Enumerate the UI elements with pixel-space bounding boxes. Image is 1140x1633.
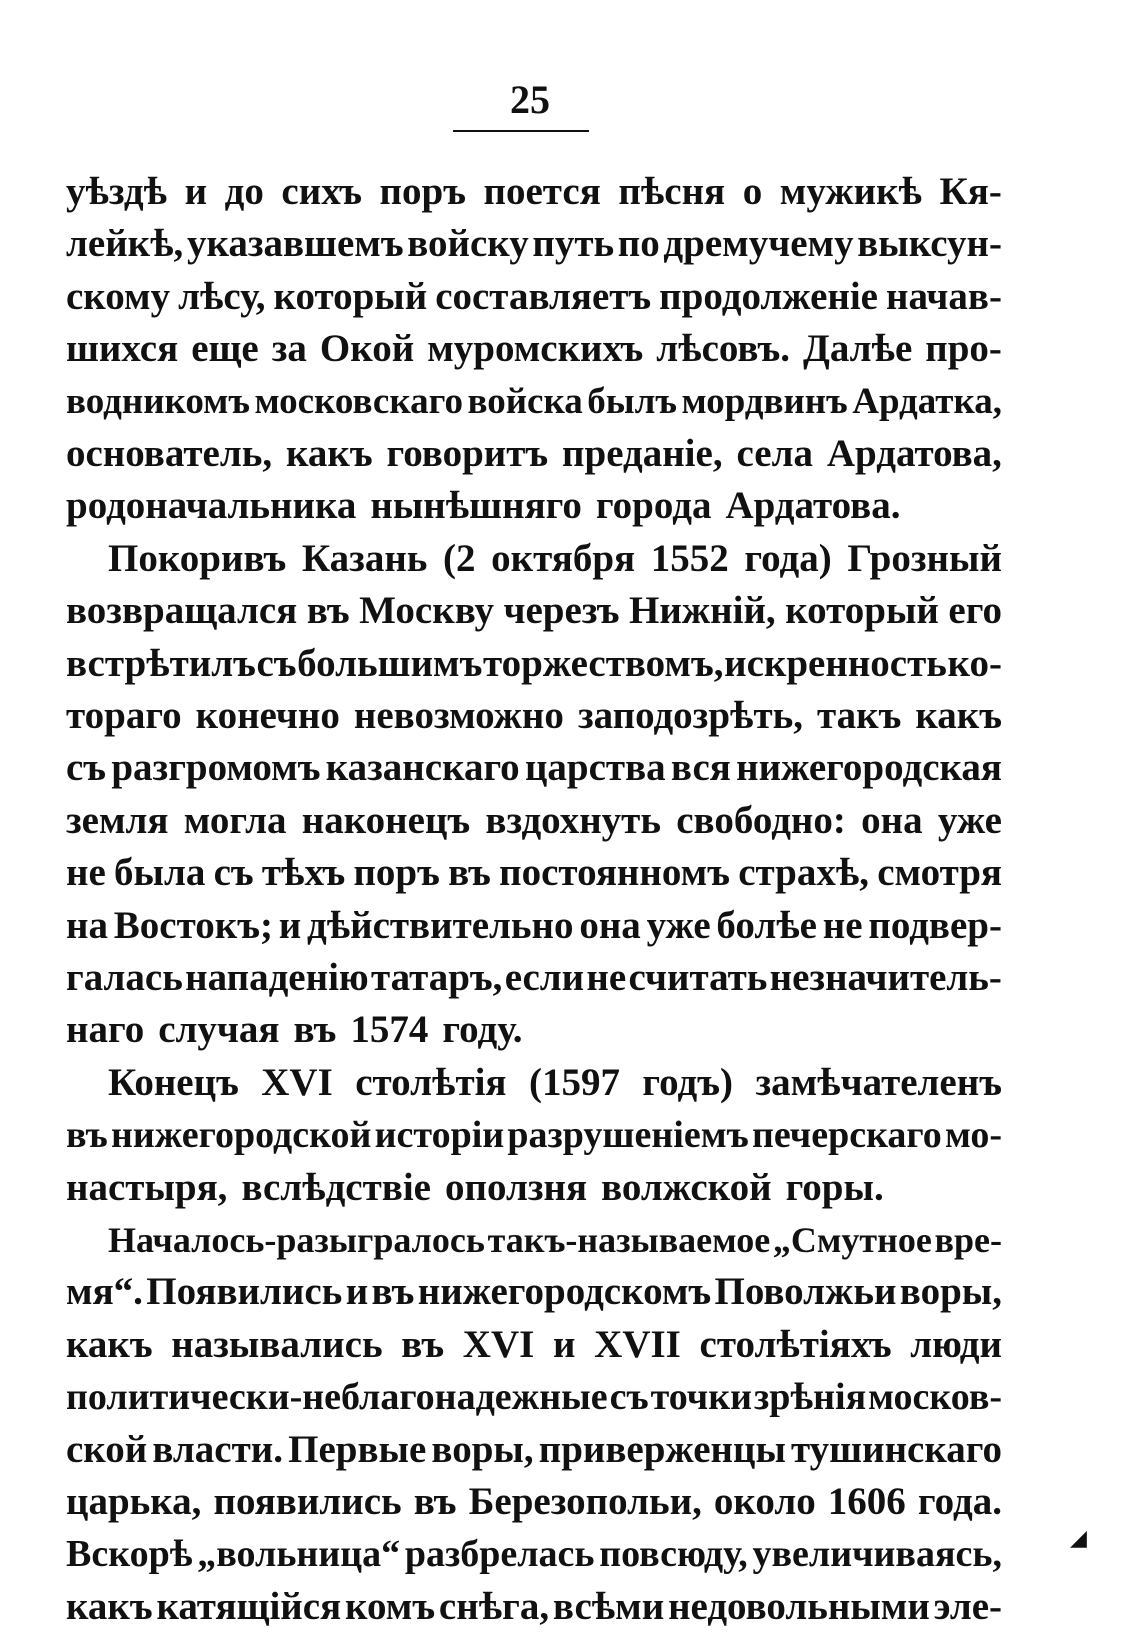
word: Первые <box>288 1428 427 1471</box>
text-line <box>66 428 1002 480</box>
word: путь <box>532 222 615 265</box>
word: воры, <box>899 1270 1002 1313</box>
word: какъ <box>286 432 373 475</box>
word: невозможно <box>353 694 564 737</box>
text-line <box>66 480 1002 532</box>
word: волжской <box>601 1166 772 1209</box>
word: какъ <box>66 1585 153 1628</box>
word: Поволжьи <box>714 1270 897 1313</box>
word: выксун- <box>857 222 1002 265</box>
text-line <box>66 1004 1002 1056</box>
word: его <box>948 589 1002 632</box>
word: лейкѣ, <box>66 222 184 265</box>
text-line <box>108 533 1002 585</box>
word: былъ <box>587 381 677 422</box>
text-line <box>66 218 1002 270</box>
word: и <box>552 1323 576 1366</box>
word: Востокъ; <box>113 904 273 947</box>
page-number: 25 <box>510 77 550 122</box>
word: царства <box>524 746 666 789</box>
word: и <box>345 1270 369 1313</box>
word: который <box>273 275 428 318</box>
word: въ <box>293 1008 337 1051</box>
text-line <box>66 271 1002 323</box>
word: вся <box>670 746 731 789</box>
word: села <box>736 432 813 475</box>
word: подвер- <box>868 904 1002 947</box>
word: продолженіе <box>659 275 878 318</box>
word: казанскаго <box>325 746 520 789</box>
text-line <box>108 1057 1002 1109</box>
word: на <box>66 904 108 947</box>
word: уже <box>937 799 1002 842</box>
word: еще <box>191 327 259 370</box>
word: тѣхъ <box>261 851 346 894</box>
word: о <box>742 170 763 213</box>
text-line <box>66 847 1002 899</box>
word: нападенію <box>185 956 369 999</box>
word: октября <box>491 537 636 580</box>
word: сихъ <box>281 170 362 213</box>
word: она <box>861 799 923 842</box>
word: Окой <box>319 327 415 370</box>
word: какъ <box>915 694 1002 737</box>
word: съ <box>256 642 297 685</box>
word: Нижній, <box>629 589 776 632</box>
word: назывались <box>171 1323 383 1366</box>
word: въ <box>66 1114 108 1156</box>
word: тораго <box>66 694 182 737</box>
word: вслѣдствіе <box>241 1166 431 1209</box>
word: въ <box>371 1270 415 1313</box>
scan-mark: ◢ <box>1070 1525 1087 1550</box>
word: считать <box>628 956 768 999</box>
word: татаръ, <box>370 956 503 999</box>
text-line <box>66 638 1002 690</box>
word: дремучему <box>663 222 854 265</box>
word: годъ) <box>642 1061 733 1104</box>
word: если <box>504 956 585 999</box>
text-line <box>66 1581 1002 1633</box>
text-line <box>66 323 1002 375</box>
word: родоначальника <box>66 484 357 527</box>
word: постоянномъ <box>499 851 730 894</box>
word: случая <box>158 1008 280 1051</box>
word: появились <box>213 1480 402 1523</box>
word: оползня <box>444 1166 588 1209</box>
word: Ардатова, <box>826 432 1002 475</box>
word: муромскихъ <box>427 327 644 370</box>
word: столѣтія <box>355 1061 507 1104</box>
word: преданіе, <box>562 432 723 475</box>
text-line <box>66 795 1002 847</box>
word: въ <box>448 851 491 894</box>
word: замѣчателенъ <box>755 1061 1002 1104</box>
word: искренность <box>724 642 947 685</box>
text-line <box>66 952 1002 1004</box>
word: ской <box>66 1428 148 1471</box>
word: галась <box>66 956 183 999</box>
word: мужикѣ <box>779 170 922 213</box>
word: году. <box>442 1008 523 1051</box>
page-number-rule <box>453 130 589 132</box>
word: москов- <box>868 1376 1002 1418</box>
word: съ <box>609 1376 649 1418</box>
word: исторіи <box>374 1114 505 1156</box>
word: въ <box>413 1480 457 1523</box>
word: въ <box>401 1323 445 1366</box>
word: 1606 <box>827 1480 906 1523</box>
word: Березопольи, <box>468 1480 702 1523</box>
word: нижегородская <box>736 746 1002 789</box>
word: земля <box>66 799 169 842</box>
word: Покоривъ <box>108 537 287 580</box>
word: (1597 <box>528 1061 620 1104</box>
word: не <box>822 904 863 947</box>
word: незначитель- <box>769 956 1002 999</box>
word: шихся <box>66 327 179 370</box>
word: 1574 <box>350 1008 429 1051</box>
word: Ардатка, <box>852 381 1002 422</box>
word: Кя- <box>939 170 1002 213</box>
word: съ <box>213 851 254 894</box>
word: указавшемъ <box>186 222 404 265</box>
text-line <box>66 1162 1002 1214</box>
text-line <box>66 1109 1002 1161</box>
word: Далѣе <box>802 327 913 370</box>
text-line <box>66 1476 1002 1528</box>
word: вре- <box>934 1220 1002 1260</box>
word: свободно: <box>676 799 846 842</box>
text-line <box>66 1528 1002 1580</box>
word: лѣсовъ. <box>656 327 790 370</box>
word: войска <box>467 381 583 422</box>
word: катящійся <box>156 1585 342 1628</box>
text-line <box>66 742 1002 794</box>
word: нижегородской <box>110 1114 372 1156</box>
word: такъ <box>817 694 902 737</box>
word: могла <box>183 799 287 842</box>
word: Грозный <box>847 537 1002 580</box>
word: Началось-разыгралось <box>108 1220 485 1260</box>
word: приверженцы <box>538 1428 786 1471</box>
word: ко- <box>947 642 1002 685</box>
word: точки <box>650 1376 752 1418</box>
text-line <box>66 166 1002 218</box>
word: мо- <box>944 1114 1002 1156</box>
word: вздохнуть <box>485 799 661 842</box>
word: встрѣтилъ <box>66 642 256 685</box>
word: политически-неблагонадежные <box>66 1376 608 1418</box>
word: была <box>114 851 206 894</box>
word: не <box>66 851 106 894</box>
word: недовольными <box>668 1585 930 1628</box>
word: водникомъ <box>66 381 250 422</box>
word: и <box>184 170 208 213</box>
word: по <box>617 222 660 265</box>
word: года) <box>744 537 832 580</box>
word: мордвинъ <box>681 381 848 422</box>
word: дѣйствительно <box>306 904 574 947</box>
word: за <box>271 327 307 370</box>
word: основатель, <box>66 432 273 475</box>
word: начав- <box>885 275 1002 318</box>
word: разрушеніемъ <box>507 1114 749 1156</box>
word: пѣсня <box>618 170 726 213</box>
word: царька, <box>66 1480 202 1523</box>
text-line <box>66 900 1002 952</box>
word: (2 <box>443 537 476 580</box>
word: уѣздѣ <box>66 170 168 213</box>
word: скому <box>66 275 171 318</box>
word: Москву <box>359 589 494 632</box>
word: снѣга, <box>438 1585 550 1628</box>
text-line <box>66 1319 1002 1371</box>
text-line <box>66 585 1002 637</box>
word: большимъ <box>297 642 483 685</box>
word: возвращался <box>66 589 298 632</box>
word: увеличиваясь, <box>752 1533 1002 1575</box>
word: 1552 <box>650 537 729 580</box>
text-line <box>108 1214 1002 1266</box>
word: повсюду, <box>599 1533 748 1575</box>
word: поръ <box>379 170 466 213</box>
word: комъ <box>345 1585 436 1628</box>
word: Ардатова. <box>725 484 901 527</box>
word: Вскорѣ <box>66 1533 193 1575</box>
word: торжествомъ, <box>483 642 724 685</box>
word: власти. <box>152 1428 283 1471</box>
word: съ <box>66 746 107 789</box>
word: нижегородскомъ <box>417 1270 712 1313</box>
word: такъ-называемое <box>487 1220 771 1260</box>
word: заподозрѣть, <box>577 694 803 737</box>
word: войску <box>407 222 529 265</box>
word: эле- <box>933 1585 1002 1628</box>
word: года. <box>917 1480 1002 1523</box>
word: настыря, <box>66 1166 228 1209</box>
word: люди <box>910 1323 1002 1366</box>
word: XVII <box>594 1323 681 1366</box>
word: нынѣшняго <box>370 484 582 527</box>
word: всѣми <box>552 1585 665 1628</box>
word: XVI <box>462 1323 535 1366</box>
word: страхѣ, <box>738 851 869 894</box>
text-line <box>66 1266 1002 1318</box>
text-line <box>66 1371 1002 1423</box>
word: воры, <box>431 1428 534 1471</box>
text-line <box>66 690 1002 742</box>
word: болѣе <box>716 904 817 947</box>
word: конечно <box>195 694 340 737</box>
text-line <box>66 376 1002 428</box>
word: черезъ <box>503 589 620 632</box>
word: Появились <box>146 1270 343 1313</box>
text-line <box>66 1424 1002 1476</box>
word: лѣсу, <box>178 275 266 318</box>
word: Конецъ <box>108 1061 239 1104</box>
word: какъ <box>66 1323 153 1366</box>
word: и <box>278 904 302 947</box>
word: московскаго <box>254 381 463 422</box>
word: который <box>785 589 939 632</box>
word: наго <box>66 1008 145 1051</box>
word: она <box>579 904 641 947</box>
word: зрѣнія <box>753 1376 867 1418</box>
word: поется <box>483 170 601 213</box>
word: смотря <box>877 851 1002 894</box>
word: Казань <box>301 537 428 580</box>
word: тушинскаго <box>791 1428 1002 1471</box>
word: наконецъ <box>301 799 471 842</box>
word: города <box>595 484 712 527</box>
word: столѣтіяхъ <box>699 1323 892 1366</box>
word: разбрелась <box>404 1533 595 1575</box>
word: „вольница“ <box>197 1533 401 1575</box>
word: говоритъ <box>386 432 549 475</box>
word: XVI <box>261 1061 333 1104</box>
word: про- <box>925 327 1002 370</box>
word: печерскаго <box>751 1114 942 1156</box>
word: разгромомъ <box>111 746 321 789</box>
word: „Смутное <box>772 1220 932 1260</box>
word: до <box>224 170 264 213</box>
word: въ <box>306 589 350 632</box>
word: уже <box>646 904 711 947</box>
word: мя“. <box>66 1270 143 1313</box>
word: поръ <box>353 851 440 894</box>
word: около <box>713 1480 816 1523</box>
word: составляетъ <box>435 275 652 318</box>
word: не <box>586 956 627 999</box>
word: горы. <box>785 1166 884 1209</box>
